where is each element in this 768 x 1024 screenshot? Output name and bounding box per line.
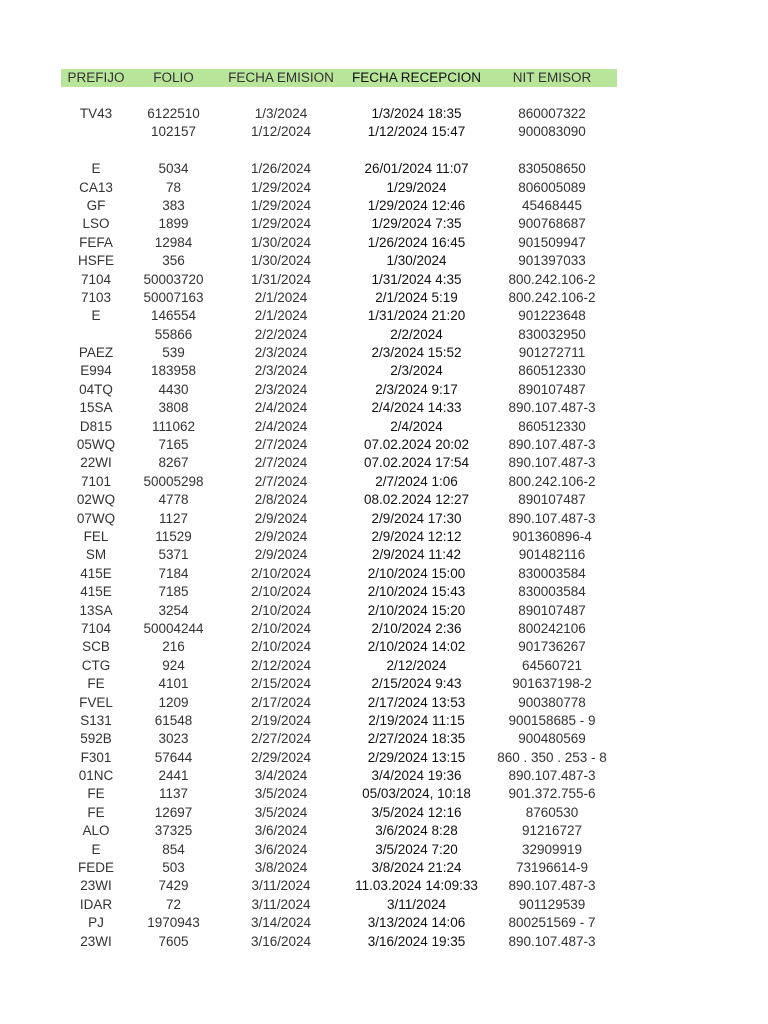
cell-nit-emisor[interactable]: 830032950 [518,326,586,342]
table-row [61,197,617,215]
table-row [61,123,617,141]
cell-folio[interactable]: 1127 [158,510,189,526]
cell-fecha-recepcion[interactable]: 3/8/2024 21:24 [371,860,462,876]
table-row [61,252,617,270]
table-row [61,565,617,583]
cell-prefijo[interactable]: D815 [79,418,113,434]
cell-fecha-recepcion[interactable]: 2/3/2024 9:17 [375,381,458,397]
cell-fecha-recepcion[interactable]: 2/9/2024 11:42 [371,547,462,563]
cell-prefijo[interactable]: 23WI [80,878,112,894]
table-row [61,473,617,491]
table-row [61,344,617,362]
cell-fecha-recepcion[interactable]: 07.02.2024 20:02 [363,437,470,453]
cell-nit-emisor[interactable]: 860512330 [518,418,586,434]
cell-nit-emisor[interactable]: 8760530 [525,804,579,820]
cell-prefijo[interactable]: 7104 [80,271,112,287]
cell-nit-emisor[interactable]: 901397033 [518,253,586,269]
cell-fecha-emision[interactable]: 2/7/2024 [254,473,308,489]
cell-prefijo[interactable]: S131 [80,712,112,728]
table-row [61,638,617,656]
cell-nit-emisor[interactable]: 800.242.106-2 [508,473,596,489]
cell-fecha-emision[interactable]: 2/15/2024 [250,676,312,692]
table-row [61,546,617,564]
cell-prefijo[interactable]: 15SA [79,400,113,416]
cell-folio[interactable]: 7184 [158,565,189,581]
cell-fecha-recepcion[interactable]: 26/01/2024 11:07 [364,161,469,177]
cell-fecha-recepcion[interactable]: 3/4/2024 19:36 [371,768,462,784]
table-row [61,271,617,289]
cell-folio[interactable]: 12984 [154,234,193,250]
cell-folio[interactable]: 102157 [150,124,197,140]
cell-fecha-recepcion[interactable]: 3/5/2024 7:20 [375,841,458,857]
table-row [61,602,617,620]
cell-nit-emisor[interactable]: 800.242.106-2 [508,289,596,305]
cell-folio[interactable]: 50004244 [143,620,204,636]
cell-folio[interactable]: 854 [162,841,185,857]
cell-folio[interactable]: 111062 [151,418,196,434]
cell-prefijo[interactable]: 22WI [80,455,112,471]
cell-prefijo[interactable]: HSFE [77,253,114,269]
cell-fecha-emision[interactable]: 3/5/2024 [254,804,308,820]
cell-fecha-emision[interactable]: 2/10/2024 [250,639,312,655]
cell-nit-emisor[interactable]: 890.107.487-3 [508,510,596,526]
cell-nit-emisor[interactable]: 901129539 [518,896,586,912]
cell-fecha-recepcion[interactable]: 2/9/2024 12:12 [371,528,462,544]
cell-fecha-emision[interactable]: 1/3/2024 [254,106,308,121]
table-row [61,914,617,932]
table-row [61,105,617,123]
cell-nit-emisor[interactable]: 64560721 [521,657,583,673]
cell-nit-emisor[interactable]: 900083090 [518,124,586,140]
header-prefijo[interactable]: PREFIJO [67,70,125,85]
cell-fecha-recepcion[interactable]: 05/03/2024, 10:18 [362,786,471,802]
cell-nit-emisor[interactable]: 890.107.487-3 [508,455,596,471]
cell-folio[interactable]: 216 [162,639,185,655]
cell-fecha-emision[interactable]: 1/29/2024 [250,179,312,195]
cell-nit-emisor[interactable]: 91216727 [521,823,583,839]
cell-fecha-recepcion[interactable]: 3/13/2024 14:06 [367,915,466,931]
cell-prefijo[interactable]: 7103 [80,289,112,305]
cell-folio[interactable]: 1209 [158,694,189,710]
cell-fecha-emision[interactable]: 2/10/2024 [250,584,312,600]
cell-fecha-recepcion[interactable]: 3/16/2024 19:35 [367,933,466,949]
cell-fecha-recepcion[interactable]: 2/29/2024 13:15 [367,749,466,765]
cell-fecha-recepcion[interactable]: 1/3/2024 18:35 [371,106,462,121]
cell-folio[interactable]: 8267 [158,455,189,471]
cell-nit-emisor[interactable]: 890.107.487-3 [508,878,596,894]
cell-prefijo[interactable]: LSO [82,216,110,232]
cell-fecha-recepcion[interactable]: 08.02.2024 12:27 [363,492,470,508]
cell-fecha-recepcion[interactable]: 2/10/2024 15:00 [367,565,466,581]
cell-fecha-emision[interactable]: 1/12/2024 [250,124,312,140]
cell-fecha-emision[interactable]: 2/12/2024 [250,657,312,673]
cell-fecha-recepcion[interactable]: 2/10/2024 2:36 [371,620,462,636]
cell-fecha-recepcion[interactable]: 2/9/2024 17:30 [371,510,462,526]
header-nit-emisor[interactable]: NIT EMISOR [512,70,592,85]
cell-folio[interactable]: 6122510 [147,106,200,121]
cell-prefijo[interactable]: IDAR [79,896,113,912]
cell-fecha-emision[interactable]: 2/3/2024 [254,345,308,361]
cell-fecha-recepcion[interactable]: 2/4/2024 14:33 [371,400,462,416]
header-fecha-recepcion[interactable]: FECHA RECEPCION [351,70,482,85]
header-fecha-emision[interactable]: FECHA EMISION [228,70,334,85]
table-row [61,491,617,509]
cell-nit-emisor[interactable]: 73196614-9 [515,860,589,876]
cell-nit-emisor[interactable]: 901.372.755-6 [508,786,596,802]
cell-fecha-recepcion[interactable]: 2/3/2024 [390,363,443,379]
cell-nit-emisor[interactable]: 900380778 [518,694,586,710]
cell-nit-emisor[interactable]: 890.107.487-3 [508,768,596,784]
table-row [61,436,617,454]
table-row [61,528,617,546]
cell-fecha-emision[interactable]: 1/29/2024 [250,197,312,213]
cell-prefijo[interactable]: 02WQ [76,492,116,508]
cell-folio[interactable]: 1137 [158,786,189,802]
table-row [61,859,617,877]
cell-fecha-emision[interactable]: 2/27/2024 [250,731,312,747]
cell-folio[interactable]: 7185 [158,584,189,600]
table-row [61,657,617,675]
cell-folio[interactable]: 503 [162,860,185,876]
cell-fecha-emision[interactable]: 3/6/2024 [254,841,308,857]
cell-prefijo[interactable]: E [91,161,101,177]
cell-nit-emisor[interactable]: 901509947 [518,234,586,250]
cell-prefijo[interactable]: 415E [80,584,112,600]
cell-fecha-emision[interactable]: 2/1/2024 [254,308,308,324]
cell-prefijo[interactable]: PAEZ [78,345,114,361]
cell-nit-emisor[interactable]: 901637198-2 [512,676,592,692]
cell-prefijo[interactable]: FEL [83,528,109,544]
cell-prefijo[interactable]: CA13 [79,179,113,195]
cell-prefijo[interactable]: FVEL [79,694,113,710]
cell-fecha-emision[interactable]: 3/6/2024 [254,823,308,839]
table-row [61,326,617,344]
table-row [61,160,617,178]
cell-nit-emisor[interactable]: 901360896-4 [512,528,592,544]
cell-prefijo[interactable]: SM [85,547,107,563]
cell-fecha-emision[interactable]: 2/3/2024 [254,363,308,379]
cell-folio[interactable]: 11529 [155,528,192,544]
cell-fecha-recepcion[interactable]: 2/7/2024 1:06 [375,473,458,489]
cell-fecha-recepcion[interactable]: 1/12/2024 15:47 [367,124,466,140]
cell-prefijo[interactable]: F301 [80,749,112,765]
cell-nit-emisor[interactable]: 860512330 [518,363,586,379]
cell-nit-emisor[interactable]: 830003584 [518,565,586,581]
cell-prefijo[interactable]: 13SA [79,602,113,618]
cell-fecha-recepcion[interactable]: 11.03.2024 14:09:33 [355,878,478,894]
cell-fecha-recepcion[interactable]: 07.02.2024 17:54 [363,455,470,471]
cell-fecha-recepcion[interactable]: 1/31/2024 21:20 [367,308,466,324]
cell-prefijo[interactable]: 01NC [78,768,114,784]
table-body [61,105,617,951]
cell-prefijo[interactable]: FE [87,676,105,692]
cell-prefijo[interactable]: E994 [80,363,112,379]
cell-fecha-recepcion[interactable]: 1/26/2024 16:45 [367,234,466,250]
cell-folio[interactable]: 2441 [158,768,189,784]
cell-nit-emisor[interactable]: 860 . 350 . 253 - 8 [497,749,607,765]
cell-fecha-emision[interactable]: 2/4/2024 [254,418,308,434]
cell-fecha-emision[interactable]: 3/16/2024 [250,933,312,949]
table-row [61,896,617,914]
cell-folio[interactable]: 383 [162,197,185,213]
table-row [61,362,617,380]
cell-fecha-emision[interactable]: 2/19/2024 [250,712,312,728]
cell-folio[interactable]: 72 [165,896,182,912]
cell-nit-emisor[interactable]: 860007322 [518,106,586,121]
cell-fecha-emision[interactable]: 2/8/2024 [254,492,308,508]
cell-prefijo[interactable]: 07WQ [76,510,116,526]
cell-fecha-emision[interactable]: 2/7/2024 [254,437,308,453]
cell-fecha-emision[interactable]: 2/2/2024 [254,326,308,342]
cell-fecha-emision[interactable]: 1/30/2024 [250,234,312,250]
cell-fecha-recepcion[interactable]: 2/4/2024 [390,418,443,434]
cell-folio[interactable]: 3023 [158,731,189,747]
cell-prefijo[interactable]: E [91,308,101,324]
table-row [61,418,617,436]
cell-nit-emisor[interactable]: 32909919 [521,841,583,857]
table-row [61,307,617,325]
cell-fecha-recepcion[interactable]: 2/17/2024 13:53 [367,694,466,710]
cell-nit-emisor[interactable]: 890.107.487-3 [508,437,596,453]
cell-folio[interactable]: 78 [165,179,182,195]
cell-folio[interactable]: 4778 [158,492,189,508]
header-folio[interactable]: FOLIO [153,70,194,85]
cell-folio[interactable]: 12697 [154,804,193,820]
cell-fecha-emision[interactable]: 1/30/2024 [250,253,312,269]
cell-folio[interactable]: 539 [162,345,185,361]
cell-fecha-emision[interactable]: 2/10/2024 [250,620,312,636]
cell-folio[interactable]: 5371 [158,547,189,563]
cell-prefijo[interactable]: FE [87,786,105,802]
cell-nit-emisor[interactable]: 890107487 [518,602,586,618]
cell-prefijo[interactable] [61,326,131,344]
cell-folio[interactable]: 146554 [150,308,197,324]
cell-nit-emisor[interactable] [487,142,617,160]
cell-fecha-emision[interactable]: 2/9/2024 [254,547,308,563]
table-row [61,215,617,233]
cell-folio[interactable]: 57644 [154,749,193,765]
table-row [61,694,617,712]
cell-nit-emisor[interactable]: 901736267 [518,639,586,655]
cell-fecha-emision[interactable]: 3/8/2024 [254,860,308,876]
cell-folio[interactable]: 1970943 [147,915,200,931]
cell-fecha-recepcion[interactable]: 1/31/2024 4:35 [371,271,462,287]
cell-fecha-recepcion[interactable]: 2/3/2024 15:52 [371,345,462,361]
cell-folio[interactable]: 5034 [158,161,189,177]
cell-fecha-recepcion[interactable]: 3/5/2024 12:16 [371,804,462,820]
cell-nit-emisor[interactable]: 900480569 [518,731,586,747]
table-row [61,142,617,160]
cell-nit-emisor[interactable]: 890.107.487-3 [508,400,596,416]
cell-nit-emisor[interactable]: 890107487 [518,381,586,397]
table-row [61,675,617,693]
cell-fecha-recepcion[interactable]: 2/12/2024 [386,657,447,673]
cell-fecha-emision[interactable] [216,142,346,160]
cell-fecha-recepcion[interactable]: 2/10/2024 15:43 [367,584,466,600]
table-row [61,399,617,417]
cell-fecha-emision[interactable]: 2/9/2024 [254,528,308,544]
table-row [61,841,617,859]
cell-fecha-recepcion[interactable]: 3/11/2024 [386,896,447,912]
cell-fecha-emision[interactable]: 2/29/2024 [250,749,312,765]
cell-prefijo[interactable] [61,123,131,141]
cell-folio[interactable]: 356 [162,253,185,269]
cell-fecha-emision[interactable]: 1/29/2024 [250,216,312,232]
cell-prefijo[interactable]: 05WQ [76,437,116,453]
cell-nit-emisor[interactable]: 901482116 [518,547,586,563]
table-row [61,785,617,803]
table-row [61,877,617,895]
cell-prefijo[interactable]: FEFA [79,234,113,250]
cell-prefijo[interactable]: 23WI [80,933,112,949]
cell-prefijo[interactable]: 7104 [80,620,112,636]
cell-fecha-recepcion[interactable]: 2/27/2024 18:35 [367,731,466,747]
cell-fecha-emision[interactable]: 3/14/2024 [250,915,312,931]
cell-prefijo[interactable]: CTG [81,657,111,673]
cell-prefijo[interactable]: 592B [80,731,112,747]
spreadsheet [61,69,617,951]
cell-nit-emisor[interactable]: 890.107.487-3 [508,933,596,949]
cell-fecha-emision[interactable]: 2/3/2024 [254,381,308,397]
cell-prefijo[interactable]: GF [86,197,106,213]
cell-folio[interactable] [131,142,216,160]
cell-fecha-emision[interactable]: 2/7/2024 [254,455,308,471]
cell-nit-emisor[interactable]: 901223648 [518,308,586,324]
cell-folio[interactable]: 4430 [158,381,189,397]
cell-folio[interactable]: 50005298 [143,473,204,489]
table-row [61,179,617,197]
table-row [61,730,617,748]
cell-nit-emisor[interactable]: 900158685 - 9 [508,712,596,728]
cell-fecha-recepcion[interactable]: 2/15/2024 9:43 [371,676,462,692]
cell-folio[interactable]: 3808 [158,400,189,416]
cell-prefijo[interactable] [61,142,131,160]
cell-prefijo[interactable]: TV43 [79,106,113,121]
cell-folio[interactable]: 3254 [158,602,189,618]
cell-fecha-emision[interactable]: 3/4/2024 [254,768,308,784]
cell-nit-emisor[interactable]: 800242106 [518,620,586,636]
table-row [61,767,617,785]
cell-folio[interactable]: 7429 [158,878,189,894]
table-row [61,712,617,730]
cell-fecha-recepcion[interactable]: 1/29/2024 7:35 [371,216,462,232]
cell-folio[interactable]: 4101 [158,676,189,692]
cell-nit-emisor[interactable]: 830508650 [518,161,586,177]
cell-fecha-recepcion[interactable]: 3/6/2024 8:28 [375,823,458,839]
cell-fecha-emision[interactable]: 2/4/2024 [254,400,308,416]
cell-folio[interactable]: 50003720 [143,271,204,287]
cell-nit-emisor[interactable]: 890107487 [518,492,586,508]
header-row [61,69,617,87]
table-row [61,289,617,307]
cell-nit-emisor[interactable]: 800251569 - 7 [508,915,596,931]
cell-nit-emisor[interactable]: 900768687 [518,216,586,232]
cell-folio[interactable]: 7605 [158,933,189,949]
cell-prefijo[interactable]: FE [87,804,105,820]
table-row [61,822,617,840]
table-row [61,583,617,601]
cell-fecha-emision[interactable]: 2/10/2024 [250,565,312,581]
cell-fecha-recepcion[interactable]: 1/29/2024 [386,179,447,195]
cell-fecha-recepcion[interactable]: 2/1/2024 5:19 [375,289,458,305]
cell-fecha-emision[interactable]: 1/26/2024 [250,161,312,177]
cell-folio[interactable]: 50007163 [143,289,204,305]
cell-folio[interactable]: 7165 [158,437,189,453]
cell-fecha-emision[interactable]: 2/1/2024 [254,289,308,305]
cell-fecha-emision[interactable]: 3/5/2024 [254,786,308,802]
table-row [61,510,617,528]
cell-nit-emisor[interactable]: 45468445 [521,197,583,213]
cell-fecha-recepcion[interactable]: 2/2/2024 [390,326,443,342]
table-row [61,234,617,252]
table-row [61,804,617,822]
cell-fecha-recepcion[interactable]: 1/30/2024 [386,253,447,269]
table-row [61,620,617,638]
cell-prefijo[interactable]: 04TQ [79,381,113,397]
cell-fecha-emision[interactable]: 2/9/2024 [254,510,308,526]
cell-fecha-recepcion[interactable] [346,142,487,160]
cell-fecha-emision[interactable]: 2/17/2024 [250,694,312,710]
cell-prefijo[interactable]: 415E [80,565,112,581]
cell-fecha-emision[interactable]: 1/31/2024 [250,271,312,287]
cell-nit-emisor[interactable]: 830003584 [518,584,586,600]
cell-folio[interactable]: 55866 [154,326,193,342]
cell-prefijo[interactable]: PJ [88,915,104,931]
cell-prefijo[interactable]: 7101 [80,473,112,489]
cell-nit-emisor[interactable]: 901272711 [518,345,586,361]
cell-nit-emisor[interactable]: 806005089 [518,179,586,195]
cell-folio[interactable]: 1899 [158,216,189,232]
cell-folio[interactable]: 924 [162,657,185,673]
cell-fecha-emision[interactable]: 3/11/2024 [251,896,311,912]
cell-fecha-recepcion[interactable]: 1/29/2024 12:46 [367,197,466,213]
cell-fecha-emision[interactable]: 2/10/2024 [250,602,312,618]
cell-prefijo[interactable]: FEDE [77,860,114,876]
cell-prefijo[interactable]: SCB [82,639,110,655]
table-row [61,749,617,767]
cell-fecha-recepcion[interactable]: 2/19/2024 11:15 [368,712,465,728]
table-row [61,933,617,951]
cell-prefijo[interactable]: ALO [82,823,110,839]
cell-fecha-recepcion[interactable]: 2/10/2024 14:02 [367,639,466,655]
table-row [61,454,617,472]
cell-fecha-emision[interactable]: 3/11/2024 [251,878,311,894]
cell-prefijo[interactable]: E [91,841,101,857]
cell-folio[interactable]: 183958 [150,363,197,379]
cell-nit-emisor[interactable]: 800.242.106-2 [508,271,596,287]
cell-fecha-recepcion[interactable]: 2/10/2024 15:20 [367,602,466,618]
cell-folio[interactable]: 37325 [154,823,193,839]
cell-folio[interactable]: 61548 [154,712,193,728]
table-row [61,381,617,399]
